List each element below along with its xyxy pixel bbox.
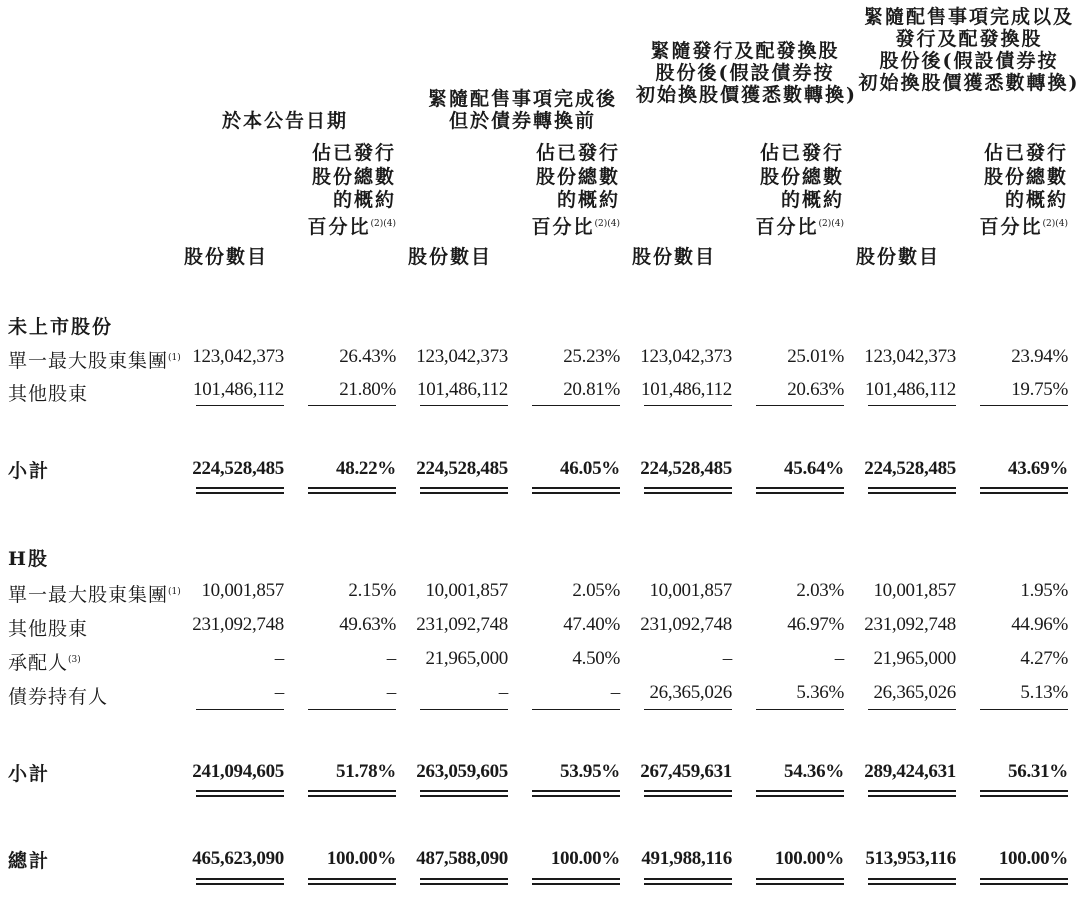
- double-rule: [196, 878, 284, 885]
- rule: [756, 405, 844, 406]
- cell: –: [274, 682, 284, 703]
- footnote-ref: (2)(4): [370, 218, 396, 229]
- cell: –: [834, 648, 844, 669]
- double-rule: [196, 487, 284, 494]
- cell: 231,092,748: [192, 614, 284, 635]
- shares-header-3: 股份數目: [631, 246, 716, 268]
- cell: 123,042,373: [416, 346, 508, 367]
- subtotal-cell: 224,528,485: [864, 458, 956, 479]
- column-group-3-header: [636, 40, 857, 106]
- total-label: 總計: [8, 850, 51, 872]
- cell: 46.97%: [787, 614, 844, 635]
- footnote-ref: (2)(4): [594, 218, 620, 229]
- row-label-text: 單一最大股東集團: [8, 350, 169, 372]
- double-rule: [980, 878, 1068, 885]
- cell: –: [386, 682, 396, 703]
- footnote-ref: (1): [168, 587, 181, 597]
- double-rule: [756, 487, 844, 494]
- cell: 10,001,857: [649, 580, 732, 601]
- row-label-text: 單一最大股東集團: [8, 584, 169, 606]
- row-label: [8, 648, 81, 675]
- row-label-text: 其他股東: [8, 383, 89, 405]
- double-rule: [868, 487, 956, 494]
- total-cell: 487,588,090: [416, 848, 508, 869]
- subtotal-label: 小計: [8, 460, 51, 482]
- cell: –: [722, 648, 732, 669]
- double-rule: [420, 487, 508, 494]
- shares-header-4: 股份數目: [855, 246, 940, 268]
- percentage-header-1: [307, 142, 396, 239]
- cell: 26.43%: [339, 346, 396, 367]
- cell: 123,042,373: [864, 346, 956, 367]
- percentage-header-line: [755, 213, 844, 240]
- percentage-header-line: 佔已發行: [311, 142, 396, 164]
- subtotal-cell: 43.69%: [1008, 458, 1068, 479]
- percentage-header-text: 百分比: [755, 215, 819, 238]
- subtotal-cell: 267,459,631: [640, 761, 732, 782]
- total-cell: 100.00%: [774, 848, 844, 869]
- shares-header-2: 股份數目: [407, 246, 492, 268]
- subtotal-cell: 241,094,605: [192, 761, 284, 782]
- percentage-header-2: [531, 142, 620, 239]
- column-group-2-header: [410, 88, 635, 132]
- row-label-text: 承配人: [8, 652, 69, 674]
- row-label: [8, 580, 181, 607]
- subtotal-cell: 53.95%: [560, 761, 620, 782]
- percentage-header-text: 百分比: [979, 215, 1043, 238]
- percentage-header-line: [531, 213, 620, 240]
- rule: [868, 709, 956, 710]
- rule: [532, 709, 620, 710]
- column-group-3-line-2: 股份後(假設債券按: [655, 62, 835, 84]
- cell: 26,365,026: [873, 682, 956, 703]
- subtotal-cell: 56.31%: [1008, 761, 1068, 782]
- cell: 101,486,112: [193, 379, 284, 400]
- percentage-header-line: 的概約: [556, 189, 620, 211]
- total-cell: 491,988,116: [641, 848, 732, 869]
- shares-header-1: 股份數目: [183, 246, 268, 268]
- total-cell: 100.00%: [326, 848, 396, 869]
- column-group-4-line-1: 緊隨配售事項完成以及: [863, 6, 1074, 28]
- double-rule: [644, 878, 732, 885]
- cell: 101,486,112: [641, 379, 732, 400]
- double-rule: [532, 878, 620, 885]
- percentage-header-line: 股份總數: [311, 165, 396, 188]
- column-group-1-header: [185, 110, 385, 132]
- percentage-header-line: 佔已發行: [535, 142, 620, 164]
- footnote-ref: (1): [168, 353, 181, 363]
- percentage-header-4: [979, 142, 1068, 239]
- cell: –: [610, 682, 620, 703]
- double-rule: [756, 878, 844, 885]
- cell: 101,486,112: [865, 379, 956, 400]
- percentage-header-line: 佔已發行: [759, 142, 844, 164]
- section-title-h-shares: H股: [8, 548, 49, 570]
- subtotal-cell: 48.22%: [336, 458, 396, 479]
- cell: 20.63%: [787, 379, 844, 400]
- cell: 1.95%: [1020, 580, 1068, 601]
- double-rule: [644, 487, 732, 494]
- total-cell: 100.00%: [550, 848, 620, 869]
- section-title-unlisted-shares: 未上市股份: [8, 316, 114, 338]
- cell: 10,001,857: [873, 580, 956, 601]
- total-cell: 465,623,090: [192, 848, 284, 869]
- cell: 10,001,857: [201, 580, 284, 601]
- cell: 49.63%: [339, 614, 396, 635]
- double-rule: [196, 790, 284, 797]
- percentage-header-text: 百分比: [531, 215, 595, 238]
- double-rule: [980, 487, 1068, 494]
- subtotal-cell: 289,424,631: [864, 761, 956, 782]
- row-label-text: 債券持有人: [8, 686, 109, 708]
- rule: [868, 405, 956, 406]
- double-rule: [420, 790, 508, 797]
- row-label: [8, 379, 88, 406]
- rule: [196, 709, 284, 710]
- subtotal-cell: 224,528,485: [192, 458, 284, 479]
- column-group-3-line-1: 緊隨發行及配發換股: [650, 40, 840, 62]
- double-rule: [644, 790, 732, 797]
- cell: 231,092,748: [864, 614, 956, 635]
- subtotal-cell: 54.36%: [784, 761, 844, 782]
- percentage-header-line: 佔已發行: [983, 142, 1068, 164]
- cell: 2.15%: [348, 580, 396, 601]
- cell: 21.80%: [339, 379, 396, 400]
- cell: –: [274, 648, 284, 669]
- percentage-header-line: 的概約: [780, 189, 844, 211]
- row-label: [8, 682, 108, 709]
- total-cell: 513,953,116: [865, 848, 956, 869]
- percentage-header-line: 股份總數: [759, 165, 844, 188]
- percentage-header-line: 股份總數: [983, 165, 1068, 188]
- rule: [644, 405, 732, 406]
- cell: 123,042,373: [192, 346, 284, 367]
- subtotal-cell: 51.78%: [336, 761, 396, 782]
- double-rule: [308, 487, 396, 494]
- cell: 20.81%: [563, 379, 620, 400]
- cell: 2.03%: [796, 580, 844, 601]
- rule: [980, 709, 1068, 710]
- row-label: [8, 614, 88, 641]
- cell: 101,486,112: [417, 379, 508, 400]
- rule: [308, 405, 396, 406]
- cell: 21,965,000: [425, 648, 508, 669]
- column-group-2-line-1: 緊隨配售事項完成後: [427, 88, 617, 110]
- column-group-4-line-4: 初始換股價獲悉數轉換): [858, 72, 1080, 94]
- cell: 4.27%: [1020, 648, 1068, 669]
- row-label: [8, 346, 181, 373]
- subtotal-label: 小計: [8, 763, 51, 785]
- cell: 123,042,373: [640, 346, 732, 367]
- cell: 21,965,000: [873, 648, 956, 669]
- double-rule: [532, 790, 620, 797]
- rule: [644, 709, 732, 710]
- percentage-header-line: 的概約: [1004, 189, 1068, 211]
- cell: 4.50%: [572, 648, 620, 669]
- cell: 25.23%: [563, 346, 620, 367]
- cell: 26,365,026: [649, 682, 732, 703]
- cell: 5.13%: [1020, 682, 1068, 703]
- percentage-header-text: 百分比: [307, 215, 371, 238]
- rule: [532, 405, 620, 406]
- footnote-ref: (2)(4): [818, 218, 844, 229]
- rule: [308, 709, 396, 710]
- double-rule: [308, 878, 396, 885]
- footnote-ref: (3): [68, 655, 81, 665]
- rule: [196, 405, 284, 406]
- percentage-header-3: [755, 142, 844, 239]
- column-group-2-line-2: 但於債券轉換前: [448, 110, 596, 132]
- column-group-4-line-3: 股份後(假設債券按: [879, 50, 1059, 72]
- percentage-header-line: 股份總數: [535, 165, 620, 188]
- cell: 23.94%: [1011, 346, 1068, 367]
- double-rule: [756, 790, 844, 797]
- cell: 44.96%: [1011, 614, 1068, 635]
- footnote-ref: (2)(4): [1042, 218, 1068, 229]
- double-rule: [532, 487, 620, 494]
- rule: [420, 405, 508, 406]
- percentage-header-line: 的概約: [332, 189, 396, 211]
- column-group-1-line-1: 於本公告日期: [221, 110, 348, 132]
- double-rule: [980, 790, 1068, 797]
- cell: 231,092,748: [640, 614, 732, 635]
- subtotal-cell: 45.64%: [784, 458, 844, 479]
- cell: 5.36%: [796, 682, 844, 703]
- cell: 47.40%: [563, 614, 620, 635]
- percentage-header-line: [307, 213, 396, 240]
- column-group-4-header: [858, 6, 1080, 94]
- subtotal-cell: 263,059,605: [416, 761, 508, 782]
- double-rule: [868, 878, 956, 885]
- column-group-3-line-3: 初始換股價獲悉數轉換): [636, 84, 857, 106]
- cell: 2.05%: [572, 580, 620, 601]
- double-rule: [420, 878, 508, 885]
- total-cell: 100.00%: [998, 848, 1068, 869]
- cell: –: [386, 648, 396, 669]
- column-group-4-line-2: 發行及配發換股: [895, 28, 1043, 50]
- row-label-text: 其他股東: [8, 618, 89, 640]
- subtotal-cell: 224,528,485: [416, 458, 508, 479]
- double-rule: [308, 790, 396, 797]
- double-rule: [868, 790, 956, 797]
- cell: 19.75%: [1011, 379, 1068, 400]
- percentage-header-line: [979, 213, 1068, 240]
- rule: [756, 709, 844, 710]
- cell: 231,092,748: [416, 614, 508, 635]
- cell: 25.01%: [787, 346, 844, 367]
- rule: [420, 709, 508, 710]
- rule: [980, 405, 1068, 406]
- cell: 10,001,857: [425, 580, 508, 601]
- subtotal-cell: 46.05%: [560, 458, 620, 479]
- subtotal-cell: 224,528,485: [640, 458, 732, 479]
- cell: –: [498, 682, 508, 703]
